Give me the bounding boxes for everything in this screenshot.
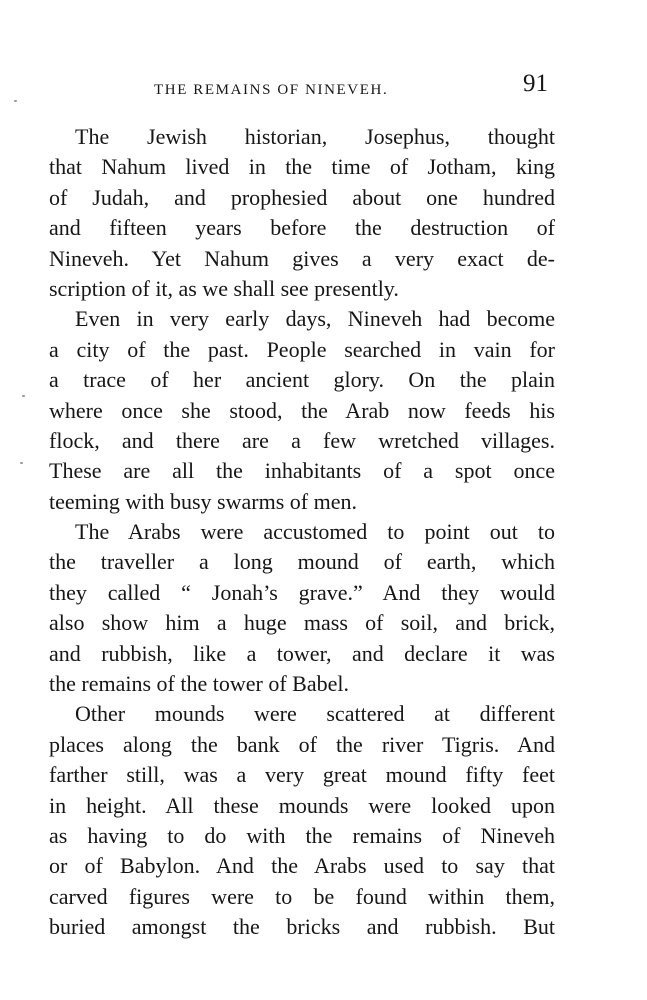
text-line: the traveller a long mound of earth, which bbox=[49, 549, 555, 575]
text-line: in height. All these mounds were looked upon bbox=[49, 792, 555, 818]
paragraph bbox=[49, 304, 555, 517]
text-line: scription of it, as we shall see presently. bbox=[49, 275, 399, 301]
page-number: 91 bbox=[523, 70, 548, 97]
text-line: where once she stood, the Arab now feeds his bbox=[49, 397, 555, 423]
text-line: The Arabs were accustomed to point out to bbox=[75, 519, 555, 545]
text-line: Even in very early days, Nineveh had become bbox=[75, 306, 555, 332]
text-line: they called “ Jonah’s grave.” And they would bbox=[49, 579, 555, 605]
text-line: places along the bank of the river Tigris. And bbox=[49, 731, 555, 757]
text-line: These are all the inhabitants of a spot once bbox=[49, 458, 555, 484]
text-line: Other mounds were scattered at different bbox=[75, 701, 555, 727]
body-text bbox=[49, 122, 555, 943]
text-line: flock, and there are a few wretched villages. bbox=[49, 427, 555, 453]
text-line: as having to do with the remains of Nineveh bbox=[49, 822, 555, 848]
text-line: farther still, was a very great mound fifty feet bbox=[49, 762, 555, 788]
text-line: teeming with busy swarms of men. bbox=[49, 488, 357, 514]
text-line: of Judah, and prophesied about one hundred bbox=[49, 184, 555, 210]
text-line: the remains of the tower of Babel. bbox=[49, 671, 349, 697]
paper-speck bbox=[14, 100, 17, 102]
text-line: and fifteen years before the destruction of bbox=[49, 215, 555, 241]
text-line: that Nahum lived in the time of Jotham, king bbox=[49, 154, 555, 180]
paragraph bbox=[49, 517, 555, 699]
text-line: a city of the past. People searched in vain for bbox=[49, 336, 555, 362]
text-line: and rubbish, like a tower, and declare it was bbox=[49, 640, 555, 666]
paper-speck bbox=[22, 395, 25, 397]
paragraph bbox=[49, 122, 555, 304]
text-line: The Jewish historian, Josephus, thought bbox=[75, 124, 555, 149]
running-head bbox=[48, 70, 548, 106]
paper-speck bbox=[20, 462, 23, 464]
running-title: THE REMAINS OF NINEVEH. bbox=[154, 82, 389, 98]
text-line: Nineveh. Yet Nahum gives a very exact de- bbox=[49, 245, 555, 271]
text-line: buried amongst the bricks and rubbish. But bbox=[49, 914, 555, 940]
text-line: also show him a huge mass of soil, and brick, bbox=[49, 610, 555, 636]
text-line: carved figures were to be found within them, bbox=[49, 883, 555, 909]
text-line: a trace of her ancient glory. On the plain bbox=[49, 367, 555, 393]
paragraph bbox=[49, 699, 555, 942]
text-line: or of Babylon. And the Arabs used to say that bbox=[49, 853, 555, 879]
